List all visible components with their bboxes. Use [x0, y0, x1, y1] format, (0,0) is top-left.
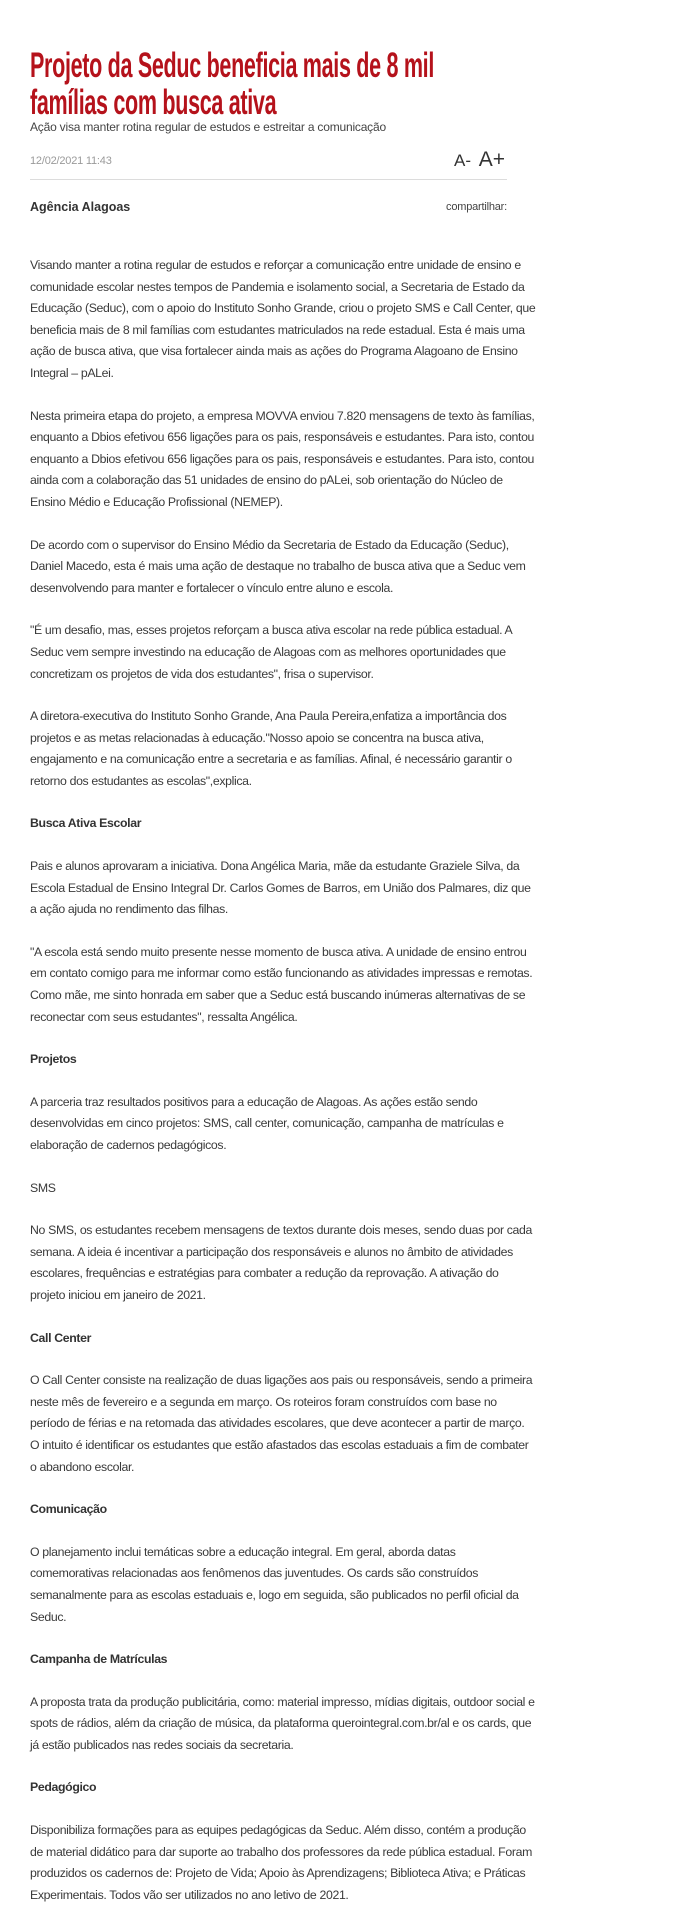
paragraph — [30, 1220, 533, 1306]
text-line: elaboração de cadernos pedagógicos. — [30, 1138, 227, 1152]
text-line: De acordo com o supervisor do Ensino Médio da Secretaria de Estado da Educação (Seduc), — [30, 537, 509, 552]
text-line: Comunicação — [30, 1502, 107, 1517]
text-line: Projetos — [30, 1052, 77, 1067]
text-line: A parceria traz resultados positivos para a educação de Alagoas. As ações estão sendo — [30, 1094, 478, 1109]
text-line: a ação ajuda no rendimento das filhas. — [30, 902, 228, 917]
paragraph — [30, 406, 535, 514]
text-line: enquanto a Dbios efetivou 656 ligações para os pais, responsáveis e estudantes. Para isto, contou — [30, 430, 535, 445]
text-line: A diretora-executiva do Instituto Sonho Grande, Ana Paula Pereira,enfatiza a importância dos — [30, 709, 507, 724]
text-line: Busca Ativa Escolar — [30, 816, 142, 831]
font-size-controls — [454, 148, 505, 172]
text-line: período de férias e na retomada das atividades escolares, que deve acontecer a partir de março. — [30, 1416, 525, 1431]
text-line: Daniel Macedo, esta é mais uma ação de destaque no trabalho de busca ativa que a Seduc vem — [30, 559, 526, 574]
article-subtitle: Ação visa manter rotina regular de estudos e estreitar a comunicação — [30, 120, 386, 134]
text-line: engajamento e na comunicação entre a secretaria e as famílias. Afinal, é necessário garantir o — [30, 752, 512, 767]
page-title — [30, 47, 522, 121]
paragraph — [30, 1542, 519, 1628]
text-line: Ensino Médio e Educação Profissional (NEMEP). — [30, 494, 283, 509]
text-line: Seduc vem sempre investindo na educação de Alagoas com as melhores oportunidades que — [30, 644, 506, 659]
text-line: O Call Center consiste na realização de duas ligações aos pais ou responsáveis, sendo a primeira — [30, 1373, 533, 1388]
section-heading — [30, 1049, 507, 1071]
paragraph — [30, 535, 526, 600]
paragraph — [30, 706, 512, 792]
section-heading — [30, 813, 507, 835]
text-line: spots de rádios, além da criação de música, da plataforma querointegral.com.br/al e os cards, que — [30, 1716, 532, 1731]
text-line: ação de busca ativa, que visa fortalecer ainda mais as ações do Programa Alagoano de Ensino — [30, 344, 518, 359]
text-line: semanalmente para as escolas estaduais e, logo em seguida, são publicados no perfil oficial da — [30, 1587, 519, 1602]
paragraph — [30, 1092, 507, 1157]
text-line: Pais e alunos aprovaram a iniciativa. Dona Angélica Maria, mãe da estudante Graziele Silva, da — [30, 859, 520, 874]
text-line: neste mês de fevereiro e a segunda em março. Os roteiros foram construídos com base no — [30, 1394, 497, 1409]
text-line: Experimentais. Todos vão ser utilizados no ano letivo de 2021. — [30, 1887, 349, 1902]
text-line: comemorativas relacionadas aos fenômenos das juventudes. Os cards são construídos — [30, 1566, 479, 1581]
article-body — [30, 255, 536, 1927]
text-line: escolares, frequências e estratégias para combater a redução da reprovação. A ativação do — [30, 1266, 499, 1281]
text-line: Integral – pALei. — [30, 365, 114, 380]
text-line: projetos e as metas relacionadas à educação."Nosso apoio se concentra na busca ativa, — [30, 730, 484, 745]
text-line: já estão publicados nas redes sociais da secretaria. — [30, 1737, 294, 1752]
share-label: compartilhar: — [446, 201, 507, 213]
text-line: Campanha de Matrículas — [30, 1652, 168, 1667]
text-line: A proposta trata da produção publicitária, como: material impresso, mídias digitais, outdoor social e — [30, 1694, 535, 1709]
divider — [30, 179, 507, 180]
section-heading — [30, 1777, 507, 1799]
title-line: Projeto da Seduc beneficia mais de 8 mil — [30, 46, 434, 86]
text-line: "A escola está sendo muito presente nesse momento de busca ativa. A unidade de ensino entrou — [30, 944, 527, 959]
text-line: SMS — [30, 1180, 56, 1195]
text-line: Educação (Seduc), com o apoio do Instituto Sonho Grande, criou o projeto SMS e Call Center, que — [30, 301, 536, 316]
text-line: produzidos os cadernos de: Projeto de Vida; Apoio às Aprendizagens; Biblioteca Ativa; e Práticas — [30, 1866, 526, 1881]
text-line: Disponibiliza formações para as equipes pedagógicas da Seduc. Além disso, contém a produção — [30, 1823, 526, 1838]
title-line: famílias com busca ativa — [30, 83, 277, 123]
text-line: o abandono escolar. — [30, 1459, 135, 1474]
paragraph — [30, 1820, 532, 1906]
text-line: desenvolvendo para manter e fortalecer o vínculo entre aluno e escola. — [30, 580, 394, 595]
text-line: desenvolvidas em cinco projetos: SMS, call center, comunicação, campanha de matrículas e — [30, 1116, 504, 1131]
decrease-font-button[interactable]: A- — [453, 151, 471, 170]
publish-date: 12/02/2021 11:43 — [30, 155, 112, 167]
increase-font-button[interactable]: A+ — [478, 148, 505, 171]
text-line: concretizam os projetos de vida dos estudantes", frisa o supervisor. — [30, 666, 374, 681]
text-line: beneficia mais de 8 mil famílias com estudantes matriculados na rede estadual. Esta é mais uma — [30, 322, 525, 337]
text-line: de material didático para dar suporte ao trabalho dos professores da rede pública estadual. Foram — [30, 1844, 532, 1859]
section-heading — [30, 1328, 507, 1350]
author-agency: Agência Alagoas — [30, 200, 131, 214]
text-line: Visando manter a rotina regular de estudos e reforçar a comunicação entre unidade de ensino e — [30, 258, 521, 272]
paragraph — [30, 1370, 533, 1478]
text-line: retorno dos estudantes as escolas",explica. — [30, 773, 252, 788]
text-line: O planejamento inclui temáticas sobre a educação integral. Em geral, aborda datas — [30, 1544, 456, 1559]
text-line: comunidade escolar nestes tempos de Pandemia e isolamento social, a Secretaria de Estado da — [30, 279, 525, 294]
text-line: O intuito é identificar os estudantes que estão afastados das escolas estaduais a fim de combater — [30, 1437, 529, 1452]
text-line: Pedagógico — [30, 1780, 97, 1795]
paragraph — [30, 620, 513, 685]
text-line: enquanto a Dbios efetivou 656 ligações para os pais, responsáveis e estudantes. Para isto, contou — [30, 451, 535, 466]
paragraph — [30, 255, 536, 385]
text-line: Call Center — [30, 1330, 92, 1345]
text-line: ainda com a colaboração das 51 unidades de ensino do pALei, sob orientação do Núcleo de — [30, 473, 503, 488]
paragraph — [30, 856, 531, 921]
text-line: em contato comigo para me informar como estão funcionando as atividades impressas e remotas. — [30, 966, 533, 981]
text-line: reconectar com seus estudantes", ressalta Angélica. — [30, 1009, 298, 1024]
paragraph — [30, 1692, 535, 1757]
text-line: Nesta primeira etapa do projeto, a empresa MOVVA enviou 7.820 mensagens de texto às famílias, — [30, 408, 535, 423]
text-line: projeto iniciou em janeiro de 2021. — [30, 1287, 206, 1302]
text-line: Seduc. — [30, 1609, 67, 1624]
paragraph — [30, 942, 533, 1028]
text-line: No SMS, os estudantes recebem mensagens de textos durante dois meses, sendo duas por cada — [30, 1223, 533, 1238]
text-line: semana. A ideia é incentivar a participação dos responsáveis e alunos no âmbito de atividades — [30, 1244, 513, 1259]
text-line: Como mãe, me sinto honrada em saber que a Seduc está buscando inúmeras alternativas de se — [30, 988, 526, 1003]
paragraph — [30, 1178, 507, 1200]
text-line: "É um desafio, mas, esses projetos reforçam a busca ativa escolar na rede pública estadual. A — [30, 623, 513, 638]
text-line: Escola Estadual de Ensino Integral Dr. Carlos Gomes de Barros, em União dos Palmares, diz que — [30, 880, 531, 895]
section-heading — [30, 1499, 507, 1521]
section-heading — [30, 1649, 507, 1671]
